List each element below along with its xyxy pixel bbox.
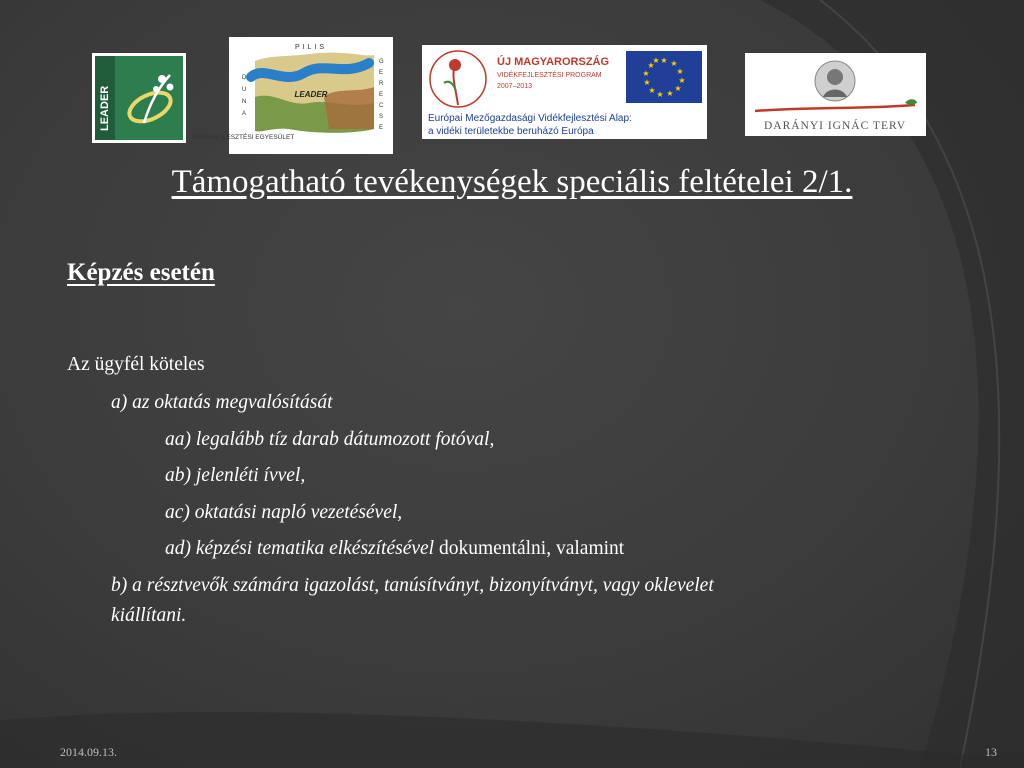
svg-text:★: ★ (648, 86, 656, 95)
svg-text:E: E (379, 70, 384, 76)
svg-text:VIDÉKFEJLESZTÉSI PROGRAM: VIDÉKFEJLESZTÉSI PROGRAM (497, 72, 602, 79)
svg-text:U: U (242, 87, 247, 93)
svg-text:a vidéki területekbe beruházó: a vidéki területekbe beruházó Európa (428, 126, 594, 137)
svg-text:2007–2013: 2007–2013 (497, 83, 533, 90)
svg-text:★: ★ (642, 69, 650, 78)
svg-text:LEADER: LEADER (294, 90, 328, 99)
svg-text:Európai Mezőgazdasági Vidékfej: Európai Mezőgazdasági Vidékfejlesztési Alap: (428, 113, 632, 124)
svg-text:★: ★ (656, 90, 664, 99)
leader-logo (92, 53, 186, 143)
svg-text:DARÁNYI IGNÁC TERV: DARÁNYI IGNÁC TERV (763, 120, 907, 132)
svg-text:★: ★ (652, 56, 660, 65)
list-item-b-line1: b) a résztvevők számára igazolást, tanúsítványt, bizonyítványt, vagy oklevelet (111, 575, 714, 596)
leader-logo-text: LEADER (99, 85, 111, 131)
svg-text:★: ★ (676, 67, 684, 76)
svg-text:S: S (379, 114, 384, 120)
svg-text:★: ★ (647, 61, 655, 70)
svg-text:D: D (242, 75, 247, 81)
daranyi-ignac-terv-logo (745, 53, 926, 136)
svg-text:E: E (379, 92, 384, 98)
footer-page-number: 13 (985, 745, 997, 759)
list-item-ab: ab) jelenléti ívvel, (165, 465, 306, 486)
svg-text:★: ★ (670, 59, 678, 68)
svg-text:VIDÉKFEJLESZTÉSI EGYESÜLET: VIDÉKFEJLESZTÉSI EGYESÜLET (191, 134, 295, 141)
list-item-ac: ac) oktatási napló vezetésével, (165, 502, 403, 523)
uj-magyarorszag-eu-logo (422, 45, 707, 139)
svg-text:R: R (379, 81, 384, 87)
svg-text:★: ★ (666, 89, 674, 98)
svg-text:★: ★ (643, 78, 651, 87)
pilis-leader-logo (191, 37, 393, 154)
list-item-ad-italic: ad) képzési tematika elkészítésével (165, 538, 435, 559)
subheading: Képzés esetén (67, 259, 215, 286)
list-item-a: a) az oktatás megvalósítását (111, 392, 333, 413)
slide-title: Támogatható tevékenységek speciális feltételei 2/1. (171, 164, 853, 200)
list-item-b-line2: kiállítani. (111, 605, 187, 626)
svg-text:E: E (379, 125, 384, 131)
svg-text:N: N (242, 99, 247, 105)
list-item-ad (165, 537, 624, 561)
svg-text:ÚJ MAGYARORSZÁG: ÚJ MAGYARORSZÁG (497, 56, 610, 68)
svg-text:★: ★ (660, 56, 668, 65)
svg-text:★: ★ (678, 76, 686, 85)
footer-date: 2014.09.13. (60, 745, 117, 759)
intro-text: Az ügyfél köteles (67, 354, 205, 375)
svg-text:C: C (379, 103, 384, 109)
svg-text:A: A (242, 111, 247, 117)
svg-text:PILIS: PILIS (294, 44, 328, 51)
list-item-aa: aa) legalább tíz darab dátumozott fotóval, (165, 429, 495, 450)
list-item-ad-plain: dokumentálni, valamint (434, 538, 625, 559)
svg-text:G: G (379, 59, 384, 65)
svg-text:★: ★ (674, 84, 682, 93)
